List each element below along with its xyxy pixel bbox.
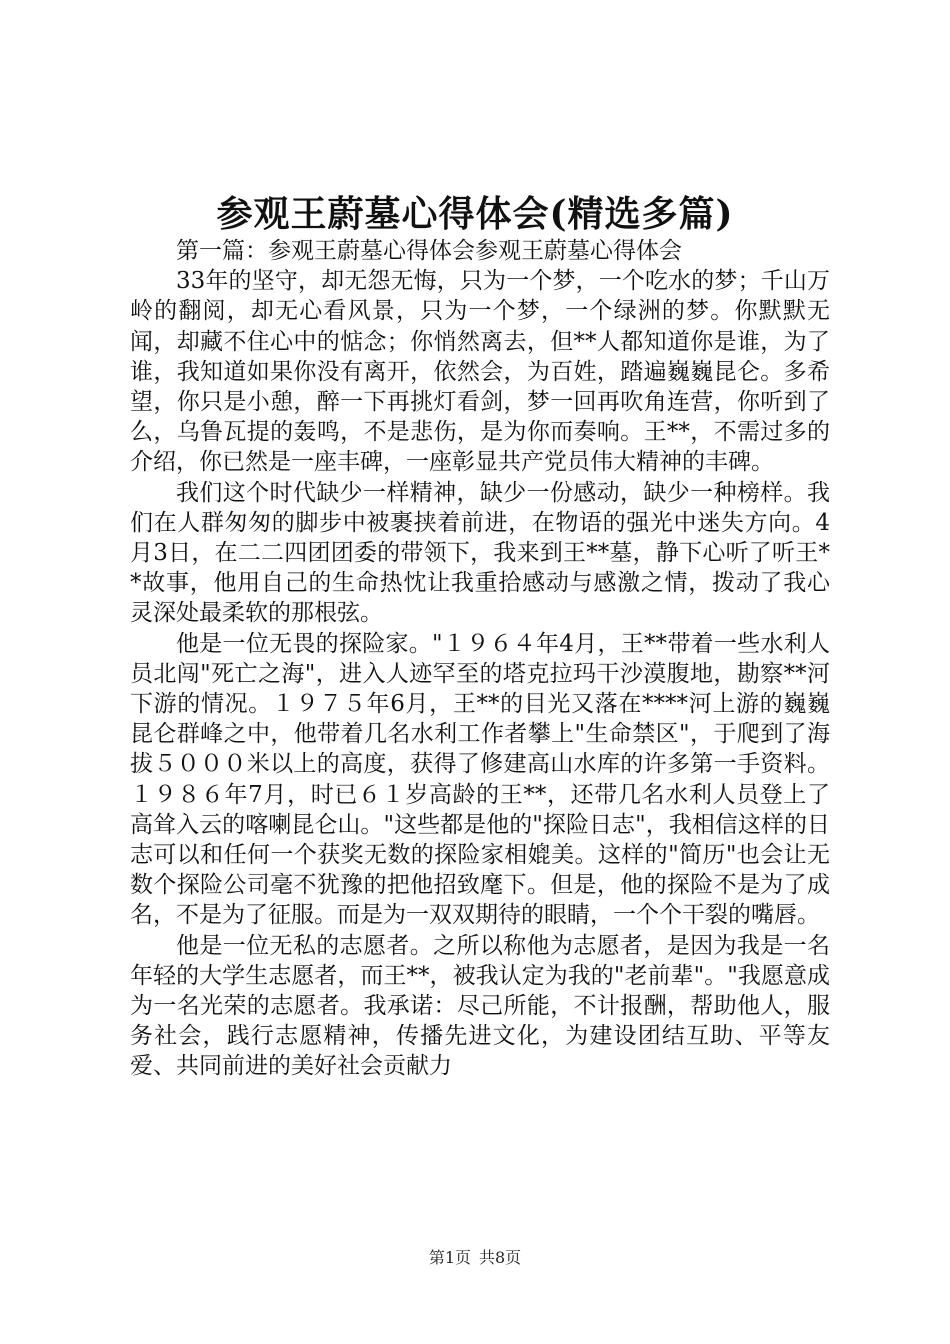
paragraph-subtitle: 第一篇：参观王蔚墓心得体会参观王蔚墓心得体会 [176,238,682,264]
paragraph-1: 33年的坚守，却无怨无悔，只为一个梦，一个吃水的梦；千山万岭的翻阅，却无心看风景，只为一个梦，一个绿洲的梦。你默默无闻，却藏不住心中的惦念；你悄然离去，但**人都知道你是谁，为了谁，我知道如果你没有离开，依然会，为百姓，踏遍巍巍昆仑。多希望，你只是小憩，醉一下再挑灯看剑，梦一回再吹角连营，你听到了么，乌鲁瓦提的轰鸣，不是悲伤，是为你而奏响。王**，不需过多的介绍，你已然是一座丰碑，一座彰显共产党员伟大精神的丰碑。 [130,268,830,476]
page-total: 共8页 [479,1248,522,1267]
paragraph-2: 我们这个时代缺少一样精神，缺少一份感动，缺少一种榜样。我们在人群匆匆的脚步中被裹挟着前进，在物语的强光中迷失方向。4月3日，在二二四团团委的带领下，我来到王**墓，静下心听了听王**故事，他用自己的生命热忱让我重拾感动与感激之情，拨动了我心灵深处最柔软的那根弦。 [130,479,830,627]
page-number: 第1页 [428,1248,471,1267]
document-body [130,236,830,1082]
paragraph-4: 他是一位无私的志愿者。之所以称他为志愿者，是因为我是一名年轻的大学生志愿者，而王**，被我认定为我的"老前辈"。"我愿意成为一名光荣的志愿者。我承诺：尽己所能，不计报酬，帮助他人，服务社会，践行志愿精神，传播先进文化，为建设团结互助、平等友爱、共同前进的美好社会贡献力 [130,932,830,1080]
paragraph-3: 他是一位无畏的探险家。"１９６４年4月，王**带着一些水利人员北闯"死亡之海"，进入人迹罕至的塔克拉玛干沙漠腹地，勘察**河下游的情况。１９７５年6月，王**的目光又落在****河上游的巍巍昆仑群峰之中，他带着几名水利工作者攀上"生命禁区"，于爬到了海拔５０００米以上的高度，获得了修建高山水库的许多第一手资料。１９８６年7月，时已６１岁高龄的王**，还带几名水利人员登上了高耸入云的喀喇昆仑山。"这些都是他的"探险日志"，我相信这样的日志可以和任何一个获奖无数的探险家相媲美。这样的"简历"也会让无数个探险公司毫不犹豫的把他招致麾下。但是，他的探险不是为了成名，不是为了征服。而是为一双双期待的眼睛，一个个干裂的嘴唇。 [130,630,830,929]
page-footer [0,1245,950,1268]
document-title: 参观王蔚墓心得体会(精选多篇) [216,193,734,235]
